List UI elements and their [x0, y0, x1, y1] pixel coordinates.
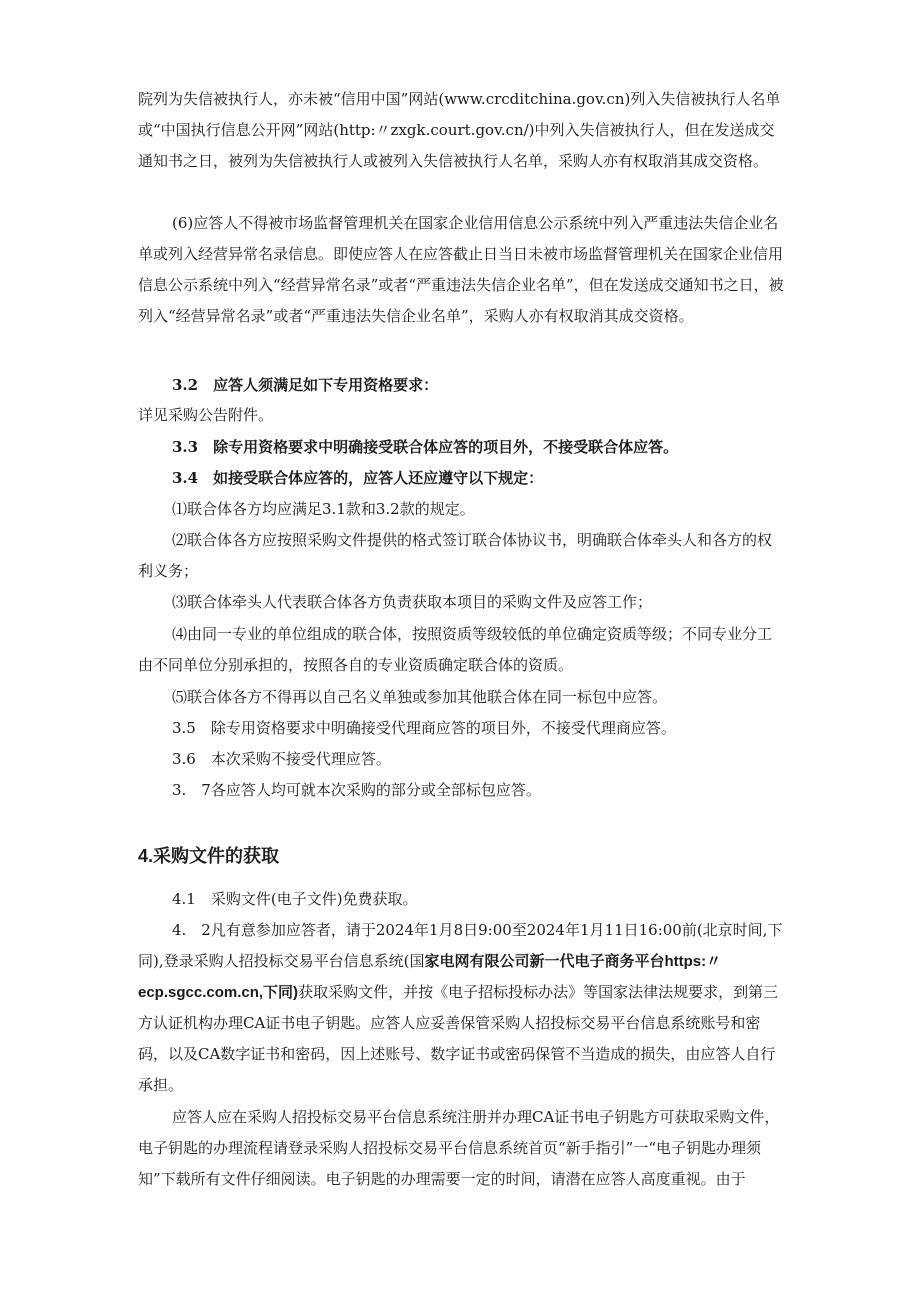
section-4-1: 4.1 采购文件(电子文件)免费获取。	[172, 890, 418, 908]
clause-1: ⑴联合体各方均应满足3.1款和3.2款的规定。	[172, 500, 475, 518]
section-3-6: 3.6 本次采购不接受代理应答。	[172, 750, 391, 768]
clause-2: ⑵联合体各方应按照采购文件提供的格式签订联合体协议书，明确联合体牵头人和各方的权利义务；	[138, 531, 773, 580]
section-3-7: 3. 7各应答人均可就本次采购的部分或全部标包应答。	[172, 781, 541, 799]
section-4-heading: 4.采购文件的获取	[138, 846, 280, 866]
section-4-2-intro: 4. 2凡有意参加应答者，请于2024年1月8日9:00至2024年1月11日16:00前(北京时间,下同),登录采购人招投标交易平台信息系统(国	[138, 921, 783, 970]
paragraph-ca-key: 应答人应在采购人招投标交易平台信息系统注册并办理CA证书电子钥匙方可获取采购文件，电子钥匙的办理流程请登录采购人招投标交易平台信息系统首页“新手指引”一“电子钥匙办理须知”下载所有文件仔细阅读。电子钥匙的办理需要一定的时间，请潜在应答人高度重视。由于	[138, 1108, 780, 1188]
platform-name-url: 家电网有限公司新一代电子商务平台https:〃ecp.sgcc.com.cn,下同)	[138, 953, 722, 1001]
section-3-5: 3.5 除专用资格要求中明确接受代理商应答的项目外，不接受代理商应答。	[172, 719, 676, 737]
clause-3: ⑶联合体牵头人代表联合体各方负责获取本项目的采购文件及应答工作；	[172, 593, 653, 611]
clause-4: ⑷由同一专业的单位组成的联合体，按照资质等级较低的单位确定资质等级；不同专业分工由不同单位分别承担的，按照各自的专业资质确定联合体的资质。	[138, 625, 773, 674]
section-3-2-body: 详见采购公告附件。	[138, 406, 274, 424]
paragraph-continued: 院列为失信被执行人，亦未被“信用中国”网站(www.crcditchina.gov.cn)列入失信被执行人名单或“中国执行信息公开网”网站(http:〃zxgk.court.gov.cn/)中列入失信被执行人，但在发送成交通知书之日，被列为失信被执行人或被列入失信被执行人名单，采购人亦有权取消其成交资格。	[138, 90, 781, 170]
clause-5: ⑸联合体各方不得再以自己名义单独或参加其他联合体在同一标包中应答。	[172, 688, 668, 706]
section-3-3: 3.3 除专用资格要求中明确接受联合体应答的项目外，不接受联合体应答。	[172, 438, 679, 456]
section-3-4-heading: 3.4 如接受联合体应答的，应答人还应遵守以下规定：	[172, 469, 544, 487]
section-4-2	[138, 915, 786, 1101]
section-4-2-rest: 获取采购文件，并按《电子招标投标办法》等国家法律法规要求，到第三方认证机构办理CA证书电子钥匙。应答人应妥善保管采购人招投标交易平台信息系统账号和密码，以及CA数字证书和密码，因上述账号、数字证书或密码保管不当造成的损失，由应答人自行承担。	[138, 983, 779, 1094]
section-3-2-heading: 3.2 应答人须满足如下专用资格要求：	[172, 376, 439, 394]
paragraph-item-6: (6)应答人不得被市场监督管理机关在国家企业信用信息公示系统中列入严重违法失信企业名单或列入经营异常名录信息。即使应答人在应答截止日当日未被市场监督管理机关在国家企业信用信息公示系统中列入“经营异常名录”或者“严重违法失信企业名单”，但在发送成交通知书之日，被列入“经营异常名录”或者“严重违法失信企业名单”，采购人亦有权取消其成交资格。	[138, 214, 784, 325]
